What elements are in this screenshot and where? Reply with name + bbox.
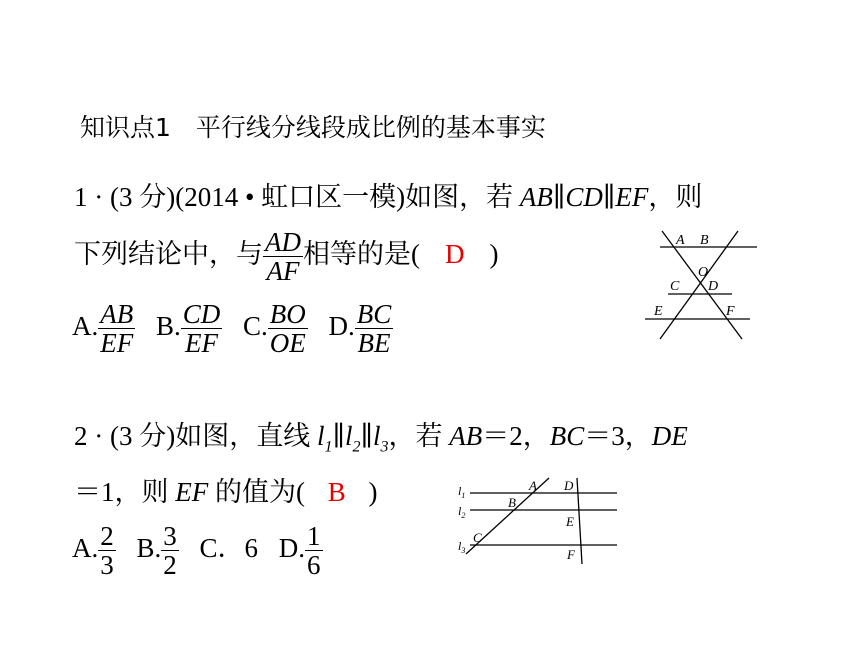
option-den: 6 (307, 550, 321, 581)
q1-line2-start: 下列结论中，与 (74, 239, 263, 270)
option-den: OE (269, 328, 306, 359)
fig1-label-e: E (654, 304, 663, 319)
fig2-label-e: E (566, 514, 574, 529)
option-num: BO (269, 299, 306, 329)
q2-line2-mid: 的值为( (215, 477, 305, 507)
fig2-label-c: C (473, 530, 482, 545)
q1-fraction (263, 228, 303, 286)
q1-option-a (72, 300, 135, 358)
q1-frac-num: AD (265, 227, 301, 257)
fig1-label-d: D (708, 279, 719, 294)
option-label: B. (156, 311, 181, 342)
q1-frac-den: AF (266, 256, 300, 287)
option-label: C．6 (199, 533, 259, 564)
q1-option-b (156, 300, 222, 358)
option-num: AB (100, 299, 134, 329)
q2-option-d (279, 522, 323, 580)
fig2-label-f: F (567, 547, 575, 562)
option-den: EF (100, 328, 134, 359)
q1-line2-end: 相等的是( (303, 239, 420, 270)
q2-ef: EF (175, 477, 209, 507)
option-den: BE (357, 328, 391, 359)
q2-ab-value: ＝2， (482, 421, 550, 451)
q1-line2 (74, 228, 499, 286)
q2-de: DE (651, 421, 688, 451)
option-num: 1 (307, 521, 321, 551)
q2-ab: AB (449, 421, 483, 451)
q2-line-l1: $l_1$ (316, 421, 333, 456)
q1-line1-end: ，则 (648, 182, 703, 212)
fig1-label-f: F (726, 304, 735, 319)
q2-close-paren: ) (368, 477, 378, 507)
option-num: BC (356, 299, 392, 329)
option-label: B. (136, 533, 162, 564)
option-label: D. (278, 533, 306, 564)
option-den: 2 (163, 550, 177, 581)
fig1-label-c: C (670, 279, 680, 294)
fig2-label-b: B (508, 495, 516, 510)
section-heading: 知识点1 平行线分线段成比例的基本事实 (80, 113, 546, 142)
q2-line1 (74, 414, 688, 456)
q1-prefix: 1 · (3 分)(2014 • 虹口区一模)如图，若 (74, 182, 514, 212)
q2-option-c (200, 526, 259, 565)
q2-options (72, 522, 323, 580)
parallel-symbol: ∥ (332, 421, 345, 451)
fig2-label-a: A (529, 478, 537, 493)
q2-line2-start: ＝1，则 (74, 477, 169, 507)
q2-answer: B (327, 477, 346, 507)
fig2-label-l3: $l_3$ (458, 539, 466, 555)
fig1-label-a: A (676, 233, 685, 248)
q2-bc: BC (549, 421, 585, 451)
option-num: 2 (100, 521, 114, 551)
fig1-label-o: O (698, 265, 709, 280)
q2-mid: ，若 (388, 421, 443, 451)
q1-option-d (329, 300, 394, 358)
option-den: EF (185, 328, 219, 359)
q1-condition: AB∥CD∥EF (519, 182, 649, 212)
option-label: A. (72, 533, 99, 564)
fig2-label-l2: $l_2$ (458, 504, 466, 520)
option-label: A. (72, 311, 99, 342)
q2-bc-value: ＝3， (584, 421, 652, 451)
parallel-symbol: ∥ (360, 421, 373, 451)
q1-line1 (74, 175, 702, 214)
q1-options (72, 300, 393, 358)
q1-answer: D (445, 239, 465, 270)
fig1-label-b: B (700, 233, 709, 248)
q2-option-a (72, 522, 116, 580)
option-den: 3 (100, 550, 114, 581)
q1-figure (640, 224, 760, 344)
fig2-label-d: D (564, 478, 574, 493)
q1-close-paren: ) (489, 239, 499, 270)
option-num: CD (182, 299, 221, 329)
option-label: D. (328, 311, 355, 342)
q2-line-l2: $l_2$ (344, 421, 361, 456)
q2-line2 (74, 470, 378, 509)
q2-figure (452, 474, 622, 566)
q2-prefix: 2 · (3 分)如图，直线 (74, 421, 311, 451)
option-label: C. (243, 311, 268, 342)
q1-option-c (243, 300, 308, 358)
q2-line-l3: $l_3$ (372, 421, 389, 456)
q2-option-b (137, 522, 179, 580)
fig2-label-l1: $l_1$ (458, 484, 466, 500)
option-num: 3 (163, 521, 177, 551)
